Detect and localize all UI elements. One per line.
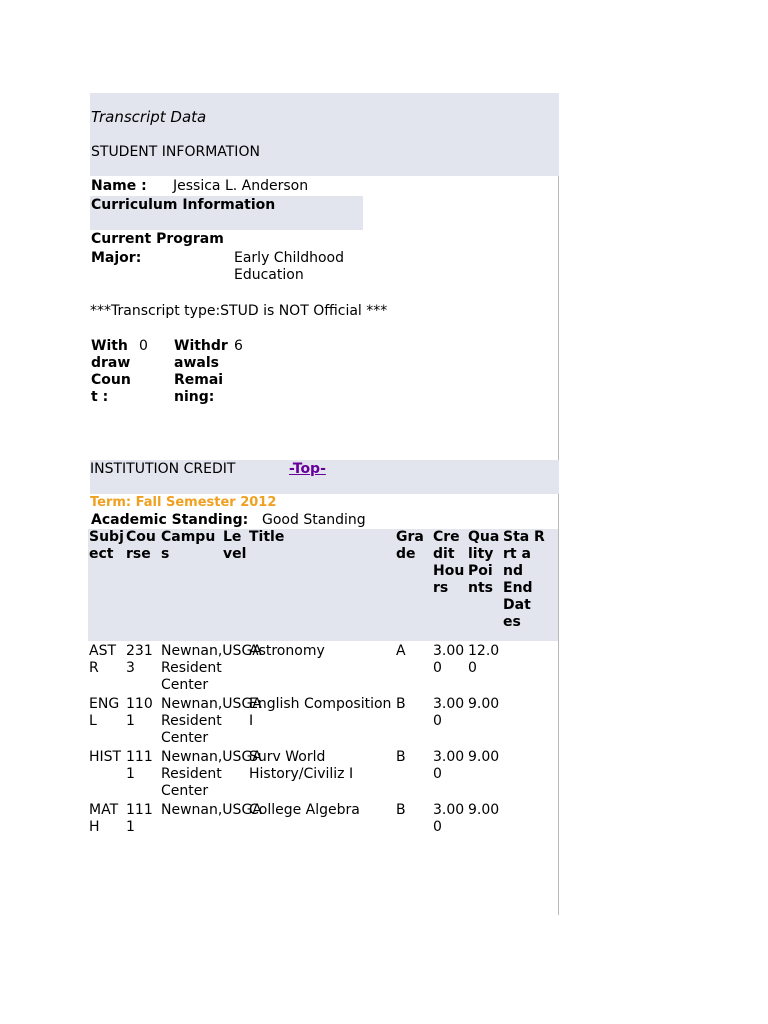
cell-campus: Newnan,USGA Resident Center [161, 749, 262, 799]
transcript-type-note: ***Transcript type:STUD is NOT Official *** [90, 303, 388, 319]
cell-grade: B [396, 802, 406, 818]
table-header-row [88, 529, 558, 641]
academic-standing-label: Academic Standing: [91, 512, 249, 528]
table-row [88, 800, 558, 836]
cell-title: Surv World History/Civiliz I [249, 749, 354, 782]
academic-standing-value: Good Standing [262, 512, 366, 528]
name-label: Name : [91, 178, 147, 194]
cell-campus: Newnan,USGA [161, 802, 262, 818]
cell-subject: ENGL [89, 696, 120, 729]
top-link[interactable]: -Top- [289, 461, 326, 477]
col-grade: Grade [395, 529, 432, 641]
transcript-page [90, 93, 560, 915]
cell-grade: B [396, 696, 406, 712]
current-program-label: Current Program [91, 231, 224, 247]
cell-title: English Composition I [249, 696, 392, 729]
cell-campus: Newnan,USGA Resident Center [161, 643, 262, 693]
withdrawals-remaining-label: Withdrawals Remaining: [174, 338, 228, 405]
table-row [88, 641, 558, 694]
col-campus: Campus [160, 529, 222, 641]
table-row [88, 747, 558, 800]
col-quality-points: Quality Points [467, 529, 502, 641]
col-course: Course [125, 529, 160, 641]
col-start-end-dates: Start and End Dates [502, 529, 533, 641]
name-value: Jessica L. Anderson [173, 178, 309, 194]
cell-grade: B [396, 749, 406, 765]
cell-credit-hours: 3.000 [433, 643, 465, 676]
course-table [88, 529, 558, 836]
table-row [88, 694, 558, 747]
cell-subject: ASTR [89, 643, 117, 676]
cell-course: 1101 [126, 696, 153, 729]
withdraw-count-label: Withdraw Count : [91, 338, 131, 405]
withdraw-count-value: 0 [139, 338, 148, 354]
cell-subject: MATH [89, 802, 119, 835]
major-label: Major: [91, 250, 142, 266]
student-info-heading: STUDENT INFORMATION [91, 144, 260, 160]
cell-subject: HIST [89, 749, 122, 765]
curriculum-heading: Curriculum Information [91, 197, 276, 213]
page-title: Transcript Data [91, 108, 207, 126]
cell-credit-hours: 3.000 [433, 749, 465, 782]
col-title: Title [248, 529, 395, 641]
col-level: Level [222, 529, 248, 641]
cell-title: Astronomy [249, 643, 325, 659]
cell-quality-points: 9.00 [468, 749, 500, 765]
col-subject: Subject [88, 529, 125, 641]
cell-quality-points: 12.00 [468, 643, 500, 676]
major-value: Early Childhood Education [234, 250, 345, 283]
cell-title: College Algebra [249, 802, 360, 818]
cell-credit-hours: 3.000 [433, 802, 465, 835]
cell-grade: A [396, 643, 406, 659]
cell-course: 1111 [126, 749, 153, 782]
cell-credit-hours: 3.000 [433, 696, 465, 729]
col-credit-hours: Credit Hours [432, 529, 467, 641]
cell-campus: Newnan,USGA Resident Center [161, 696, 262, 746]
cell-quality-points: 9.00 [468, 802, 500, 818]
col-r: R [533, 529, 558, 641]
term-label: Term: Fall Semester 2012 [90, 495, 277, 510]
withdrawals-remaining-value: 6 [234, 338, 243, 354]
cell-course: 1111 [126, 802, 153, 835]
institution-credit-heading: INSTITUTION CREDIT [90, 461, 236, 477]
cell-quality-points: 9.00 [468, 696, 500, 712]
cell-course: 2313 [126, 643, 153, 676]
